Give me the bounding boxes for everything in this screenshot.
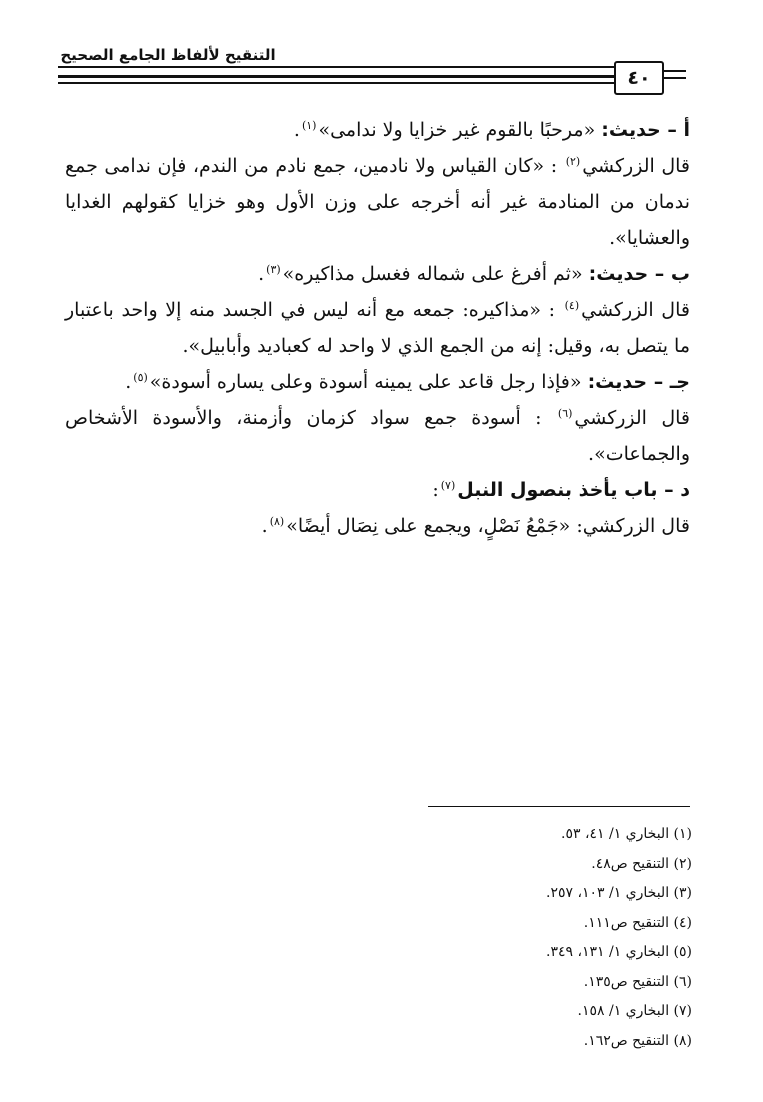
explanation-lead: قال الزركشي xyxy=(574,407,691,429)
entry-b-hadith: «ثم أفرغ على شماله فغسل مذاكيره» xyxy=(282,263,583,285)
header-ornament xyxy=(664,77,686,79)
footnote-item: (٥) البخاري ١/ ١٣١، ٣٤٩. xyxy=(545,944,692,960)
footnote-ref: (٢) xyxy=(565,154,581,168)
entry-c-heading-paragraph xyxy=(65,364,690,400)
entry-b-heading: ب – حديث: xyxy=(588,263,690,285)
header-rule xyxy=(58,66,614,68)
punctuation: . xyxy=(293,119,300,141)
footnote-item: (١) البخاري ١/ ٤١، ٥٣. xyxy=(561,826,692,842)
punctuation: . xyxy=(261,515,268,537)
entry-c-heading: جـ – حديث: xyxy=(587,371,690,393)
entry-d-heading-paragraph xyxy=(65,472,690,508)
footnote-item: (٨) التنقيح ص١٦٢. xyxy=(583,1032,692,1049)
footnote-ref: (٦) xyxy=(557,406,573,420)
entry-a-heading-paragraph xyxy=(65,112,690,148)
footnote-ref: (٥) xyxy=(133,370,148,384)
entry-a-explanation xyxy=(65,148,690,256)
entry-c-hadith: «فإذا رجل قاعد على يمينه أسودة وعلى يساره أسودة» xyxy=(149,371,582,393)
footnote-ref: (٤) xyxy=(564,298,580,312)
footnote-item: (٤) التنقيح ص١١١. xyxy=(583,914,692,931)
footnote-ref: (٨) xyxy=(269,514,285,528)
explanation-text: : «كان القياس ولا نادمين، جمع نادم من الندم، فإن ندامى جمع ندمان من المنادمة غير أنه أخرجه على وزن الأول وهو خزايا كقولهم الغدايا والعشايا». xyxy=(65,155,690,249)
footnote-ref: (٧) xyxy=(440,478,456,492)
page-number-box xyxy=(614,61,664,95)
explanation-lead: قال الزركشي: xyxy=(576,515,690,537)
entry-c-explanation xyxy=(65,400,690,472)
punctuation: : xyxy=(432,479,439,501)
explanation-text: «جَمْعُ نَصْلٍ، ويجمع على نِصَال أيضًا» xyxy=(286,515,571,537)
footnote-item: (٣) البخاري ١/ ١٠٣، ٢٥٧. xyxy=(545,885,692,901)
footnote-item: (٦) التنقيح ص١٣٥. xyxy=(583,973,692,990)
header-rule xyxy=(58,82,614,84)
footnotes xyxy=(300,820,692,1056)
entry-d-explanation xyxy=(65,508,690,544)
entry-a-hadith: «مرحبًا بالقوم غير خزايا ولا ندامى» xyxy=(318,119,596,141)
entry-a-heading: أ – حديث: xyxy=(601,119,690,141)
running-header-title: التنقيح لألفاظ الجامع الصحيح xyxy=(60,46,276,64)
punctuation: . xyxy=(125,371,132,393)
footnote-ref: (١) xyxy=(301,118,317,132)
entry-b-explanation xyxy=(65,292,690,364)
entry-d-heading: د – باب يأخذ بنصول النبل xyxy=(457,479,690,501)
footnote-separator xyxy=(428,806,690,807)
page-number: ٤٠ xyxy=(627,67,651,89)
header-ornament xyxy=(664,70,686,72)
explanation-lead: قال الزركشي xyxy=(582,155,690,177)
explanation-lead: قال الزركشي xyxy=(581,299,690,321)
footnote-ref: (٣) xyxy=(266,262,281,276)
explanation-text: : «مذاكيره: جمعه مع أنه ليس في الجسد منه إلا واحد باعتبار ما يتصل به، وقيل: إنه من الجمع الذي لا واحد له كعباديد وأبابيل». xyxy=(65,299,690,357)
header-rule-thick xyxy=(58,75,614,78)
explanation-text: : أسودة جمع سواد كزمان وأزمنة، والأسودة الأشخاص والجماعات». xyxy=(65,407,690,465)
main-text xyxy=(65,112,690,544)
punctuation: . xyxy=(258,263,265,285)
footnote-item: (٢) التنقيح ص٤٨. xyxy=(591,855,692,872)
footnote-item: (٧) البخاري ١/ ١٥٨. xyxy=(577,1003,692,1019)
entry-b-heading-paragraph xyxy=(65,256,690,292)
